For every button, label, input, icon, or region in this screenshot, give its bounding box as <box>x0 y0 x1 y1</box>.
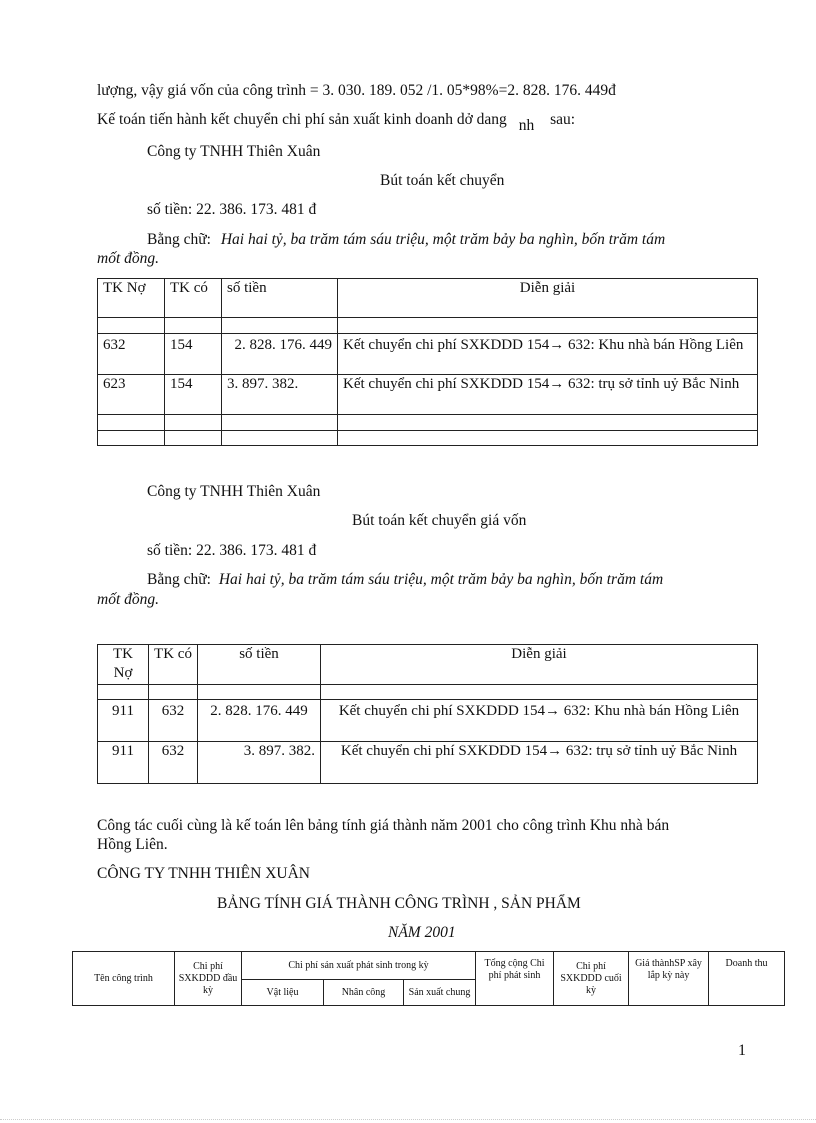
col-unit-cost: Giá thànhSP xây lắp kỳ này <box>629 952 709 1006</box>
intro-line-2-end: sau: <box>550 111 576 128</box>
section2-words-text: Hai hai tỷ, ba trăm tám sáu triệu, một trăm bảy ba nghìn, bốn trăm tám <box>218 571 664 588</box>
row-tk-co: 154 <box>165 375 222 415</box>
section2-title: Bút toán kết chuyển giá vốn <box>352 512 527 529</box>
section2-words-line-2: mốt đồng. <box>97 591 159 608</box>
table-spacer-row <box>98 318 758 334</box>
header-amount: số tiền <box>222 279 338 318</box>
row-tk-co: 154 <box>165 334 222 375</box>
cost-table <box>72 951 785 1006</box>
row-amount: 3. 897. 382. <box>222 375 338 415</box>
company-caps: CÔNG TY TNHH THIÊN XUÂN <box>97 865 310 882</box>
col-total-costs: Tổng cộng Chi phí phát sinh <box>476 952 554 1006</box>
journal-table-2 <box>97 644 758 784</box>
section2-words-line-1 <box>147 571 663 589</box>
intro-line-2 <box>97 111 576 134</box>
section1-words-label: Bằng chữ: <box>147 231 211 248</box>
header-tk-no: TK Nợ <box>98 279 165 318</box>
cost-table-header-row <box>73 952 785 980</box>
row-amount: 3. 897. 382. <box>198 742 321 784</box>
intro-subscript: nh <box>518 117 535 134</box>
page-number: 1 <box>738 1042 746 1059</box>
section1-amount: số tiền: 22. 386. 173. 481 đ <box>147 201 317 218</box>
row-description: Kết chuyển chi phí SXKDDD 154→ 632: trụ sở tỉnh uỷ Bắc Ninh <box>321 742 758 784</box>
header-tk-no: TK Nợ <box>98 645 149 685</box>
closing-line-1: Công tác cuối cùng là kế toán lên bảng tính giá thành năm 2001 cho công trình Khu nhà bán <box>97 817 670 834</box>
cost-table-title: BẢNG TÍNH GIÁ THÀNH CÔNG TRÌNH , SẢN PHẨM <box>217 895 581 912</box>
intro-line-2-text: Kế toán tiến hành kết chuyển chi phí sản xuất kinh doanh dở dang <box>97 111 507 128</box>
row-tk-co: 632 <box>149 742 198 784</box>
sub-col-material: Vật liệu <box>242 980 324 1006</box>
section2-company: Công ty TNHH Thiên Xuân <box>147 483 321 500</box>
section1-title: Bút toán kết chuyển <box>380 172 505 189</box>
table-empty-row <box>98 415 758 431</box>
row-description: Kết chuyển chi phí SXKDDD 154→ 632: Khu nhà bán Hồng Liên <box>321 700 758 742</box>
table-row <box>98 700 758 742</box>
row-description: Kết chuyển chi phí SXKDDD 154→ 632: Khu nhà bán Hồng Liên <box>338 334 758 375</box>
table-spacer-row <box>98 685 758 700</box>
section2-words-label: Bằng chữ: <box>147 571 211 588</box>
table-header-row <box>98 279 758 318</box>
intro-line-1: lượng, vậy giá vốn của công trình = 3. 030. 189. 052 /1. 05*98%=2. 828. 176. 449đ <box>97 82 616 99</box>
section1-company: Công ty TNHH Thiên Xuân <box>147 143 321 160</box>
header-tk-co: TK có <box>165 279 222 318</box>
sub-col-labor: Nhân công <box>324 980 404 1006</box>
page-footer-divider <box>0 1119 816 1120</box>
row-description: Kết chuyển chi phí SXKDDD 154→ 632: trụ sở tỉnh uỷ Bắc Ninh <box>338 375 758 415</box>
row-tk-co: 632 <box>149 700 198 742</box>
section1-words-text: Hai hai tỷ, ba trăm tám sáu triệu, một trăm bảy ba nghìn, bốn trăm tám <box>220 231 666 248</box>
sub-col-general: Sản xuất chung <box>404 980 476 1006</box>
col-incurred-costs: Chi phí sản xuất phát sinh trong kỳ <box>242 952 476 980</box>
col-closing-wip: Chi phí SXKDDD cuối kỳ <box>554 952 629 1006</box>
row-tk-no: 632 <box>98 334 165 375</box>
row-amount: 2. 828. 176. 449 <box>198 700 321 742</box>
table-row <box>98 742 758 784</box>
header-amount: số tiền <box>198 645 321 685</box>
table-header-row <box>98 645 758 685</box>
closing-line-2: Hồng Liên. <box>97 836 168 853</box>
header-description: Diễn giải <box>321 645 758 685</box>
section2-amount: số tiền: 22. 386. 173. 481 đ <box>147 542 317 559</box>
row-amount: 2. 828. 176. 449 <box>222 334 338 375</box>
header-tk-co: TK có <box>149 645 198 685</box>
col-revenue: Doanh thu <box>709 952 785 1006</box>
table-row <box>98 334 758 375</box>
row-tk-no: 911 <box>98 742 149 784</box>
row-tk-no: 623 <box>98 375 165 415</box>
section1-words-line-1 <box>147 231 665 249</box>
col-project-name: Tên công trình <box>73 952 175 1006</box>
section1-words-line-2: mốt đồng. <box>97 250 159 267</box>
table-row <box>98 375 758 415</box>
table-empty-row <box>98 431 758 446</box>
cost-table-year: NĂM 2001 <box>388 924 456 941</box>
row-tk-no: 911 <box>98 700 149 742</box>
journal-table-1 <box>97 278 758 446</box>
header-description: Diễn giải <box>338 279 758 318</box>
col-opening-wip: Chi phí SXKDDD đầu kỳ <box>175 952 242 1006</box>
